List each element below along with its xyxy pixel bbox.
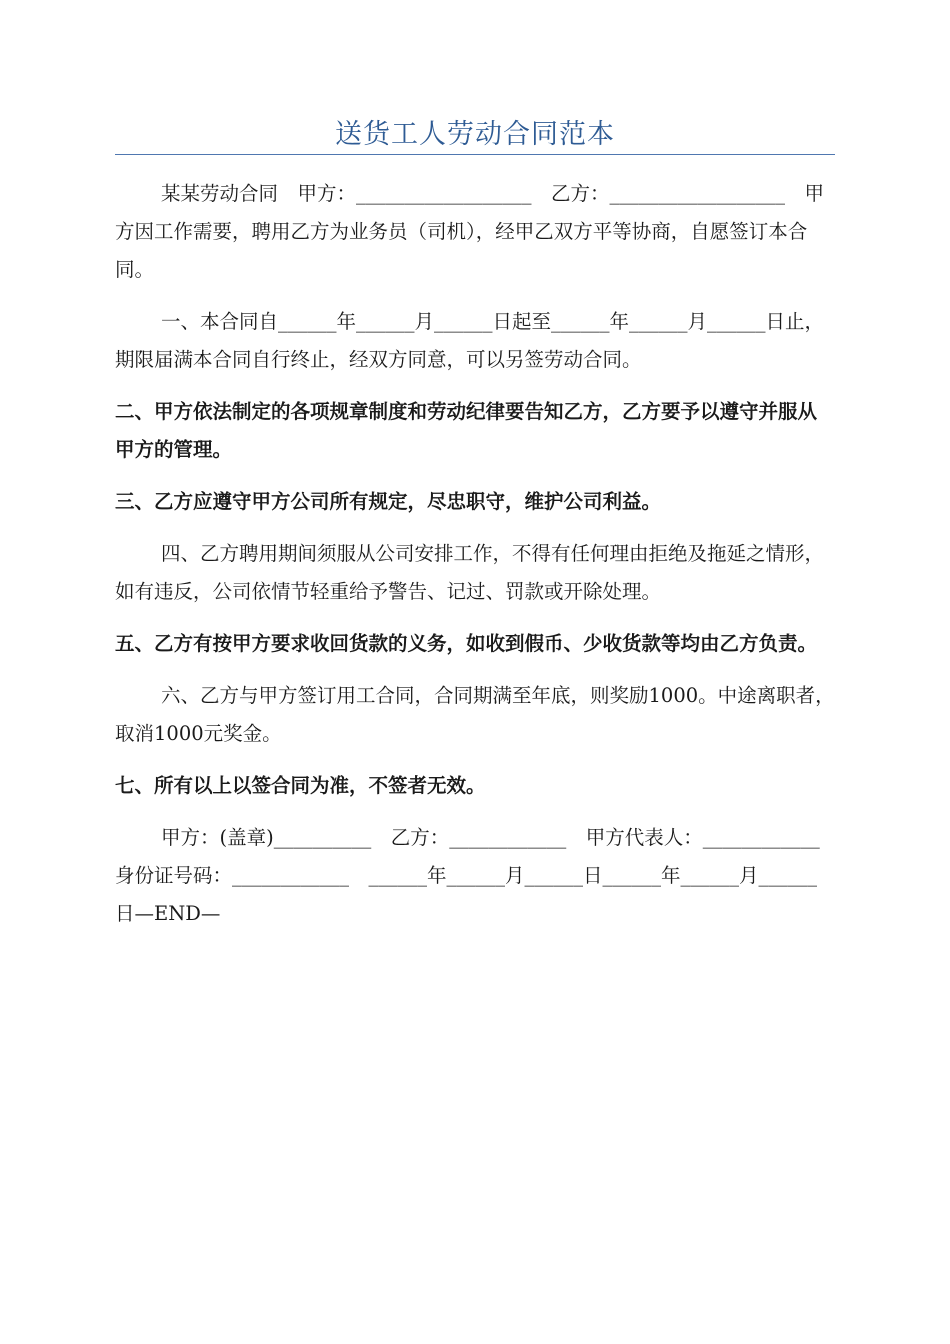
paragraph-intro: 某某劳动合同 甲方：__________________ 乙方：__________________ 甲方因工作需要，聘用乙方为业务员（司机），经甲乙双方平等协商，自愿签订本合同。	[115, 182, 825, 281]
paragraph-clause-3: 三、乙方应遵守甲方公司所有规定，尽忠职守，维护公司利益。	[115, 490, 662, 513]
paragraph-clause-1: 一、本合同自______年______月______日起至______年______月______日止，期限届满本合同自行终止，经双方同意，可以另签劳动合同。	[115, 310, 825, 371]
document-body	[115, 175, 840, 947]
paragraph-clause-5: 五、乙方有按甲方要求收回货款的义务，如收到假币、少收货款等均由乙方负责。	[115, 632, 818, 655]
paragraph-clause-4: 四、乙方聘用期间须服从公司安排工作，不得有任何理由拒绝及拖延之情形，如有违反，公司依情节轻重给予警告、记过、罚款或开除处理。	[115, 542, 825, 603]
paragraph-signatures: 甲方：(盖章)__________ 乙方：____________ 甲方代表人：____________ 身份证号码：____________ ______年______月______日______年______月______日—END—	[115, 826, 840, 925]
title-underline	[115, 154, 835, 155]
paragraph-clause-6: 六、乙方与甲方签订用工合同，合同期满至年底，则奖励1000。中途离职者，取消1000元奖金。	[115, 684, 835, 745]
paragraph-clause-7: 七、所有以上以签合同为准，不签者无效。	[115, 774, 486, 797]
paragraph-clause-2: 二、甲方依法制定的各项规章制度和劳动纪律要告知乙方，乙方要予以遵守并服从甲方的管理。	[115, 400, 818, 461]
document-title: 送货工人劳动合同范本	[335, 119, 615, 150]
